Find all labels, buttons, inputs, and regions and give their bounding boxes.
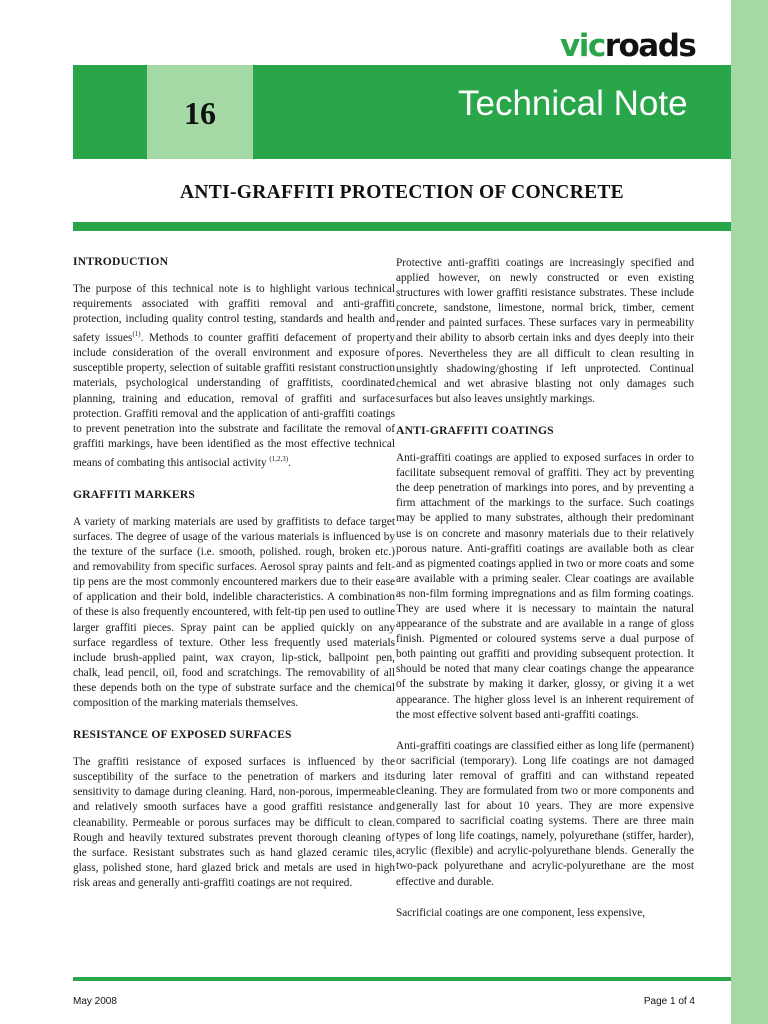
page-number: Page 1 of 4 xyxy=(643,996,695,1007)
banner-title: Technical Note xyxy=(458,84,688,123)
graffiti-markers-heading: GRAFFITI MARKERS xyxy=(73,487,196,501)
resistance-text: The graffiti resistance of exposed surfaces is influenced by the susceptibility of the surface to the penetration of markers and its sensitivity to damage during cleaning. Hard, non-porous, impermeable and relatively smooth surfaces have a good graffiti resistance and cleanability. Permeable or porous surfaces may be difficult to clean. Rough and heavily textured substrates prevent thorough cleaning of the surface. Resistant substrates such as hand glazed ceramic tiles, glass, polished stone, hard glazed brick and metals are used in high risk areas and generally anti-graffiti coatings are not required. xyxy=(73,756,395,889)
right-column xyxy=(396,256,694,937)
vicroads-logo: vicroads xyxy=(560,28,696,64)
protective-coatings-text: Protective anti-graffiti coatings are increasingly specified and applied however, on newly constructed or even existing structures with lower graffiti resistance substrates. These include concrete, sandstone, limestone, normal brick, timber, cement render and painted surfaces. These surfaces vary in permeability and their ability to absorb certain inks and dyes deeply into their pores. Nevertheless they are all difficult to clean resulting in unsightly shadowing/ghosting if left unprotected. Continual chemical and wet abrasive blasting not only damages such surfaces but also leaves unsightly markings. xyxy=(396,257,694,405)
note-number: 16 xyxy=(184,95,216,131)
introduction-heading: INTRODUCTION xyxy=(73,255,169,268)
document-title: ANTI-GRAFFITI PROTECTION OF CONCRETE xyxy=(180,182,624,203)
coatings-paragraph-2: Anti-graffiti coatings are classified either as long life (permanent) or sacrificial (temporary). Long life coatings are not damaged during later removal of graffiti and can withstand repeated cleaning. They are formulated from two or more components and generally last for about 10 years. They are more expensive compared to sacrificial coating systems. There are three main types of long life coatings, namely, polyurethane (stiffer, harder), acrylic (flexible) and acrylic-polyurethane blends. Generally the two-pack polyurethane and acrylic-polyurethane are the most effective and durable. xyxy=(396,739,694,888)
graffiti-markers-text: A variety of marking materials are used by graffitists to deface target surfaces. The degree of usage of the various materials is influenced by the texture of the surface (i.e. smooth, polished. rough, broken etc.) and removability from specific surfaces. Aerosol spray paints and felt-tip pens are the most commonly encountered markers due to their ease of application and their bold, indelible characteristics. A combination of these is also frequently encountered, with felt-tip pen used to outline larger graffiti pieces. Spray paint can be applied quickly on any surface regardless of texture. Other less frequently used materials include brush-applied paint, wax crayon, lip-stick, ballpoint pen, chalk, lead pencil, oil, food and scratchings. The removability of all these depends both on the type of substrate surface and the chemical composition of the marking materials themselves. xyxy=(73,515,395,709)
coatings-paragraph-3: Sacrificial coatings are one component, less expensive, xyxy=(396,906,646,919)
side-stripe xyxy=(731,0,768,1024)
anti-graffiti-coatings-heading: ANTI-GRAFFITI COATINGS xyxy=(396,423,554,437)
introduction-text: The purpose of this technical note is to highlight various technical requirements associated with graffiti removal and anti-graffiti protection, including quality control testing, standards and health and safety issues$^{(1)}$. Methods to counter graffiti defacement of property include consideration of the overall environment and exposure of susceptible property, selection of suitable graffiti resistant construction materials, psychological understanding of graffitists, coordinated planning, training and education, removal of graffiti and surface protection. Graffiti removal and the application of anti-graffiti coatings to prevent penetration into the substrate and facilitate the removal of graffiti markings, have been identified as the most effective technical means of combating this antisocial activity $^{(1,2,3)}$. xyxy=(73,283,395,469)
footer-date: May 2008 xyxy=(73,996,117,1007)
footer-rule xyxy=(73,977,731,981)
left-column xyxy=(73,254,395,907)
coatings-paragraph-1: Anti-graffiti coatings are applied to exposed surfaces in order to facilitate subsequent removal of graffiti. They act by preventing the deep penetration of markings into pores, and by preventing a firm attachment of the markings to the surface. Such coatings may be applied to many substrates, although their predominant use is on concrete and masonry materials due to their relatively porous nature. Anti-graffiti coatings are available both as clear and as pigmented coatings applied in two or more coats and some are available with a priming sealer. Clear coatings are available as non-film forming impregnations and as film forming coatings. They are used where it is necessary to maintain the natural appearance of the substrate and are available in a range of gloss finish. Pigmented or coloured systems serve a dual purpose of both painting out graffiti and providing subsequent protection. It should be noted that many clear coatings change the appearance of the substrate by making it darker, glossy, or giving it a wet appearance. The higher gloss level is an inherent requirement of the most effective solvent based anti-graffiti coatings. xyxy=(396,452,694,721)
resistance-heading: RESISTANCE OF EXPOSED SURFACES xyxy=(73,728,292,742)
title-rule xyxy=(73,222,731,231)
